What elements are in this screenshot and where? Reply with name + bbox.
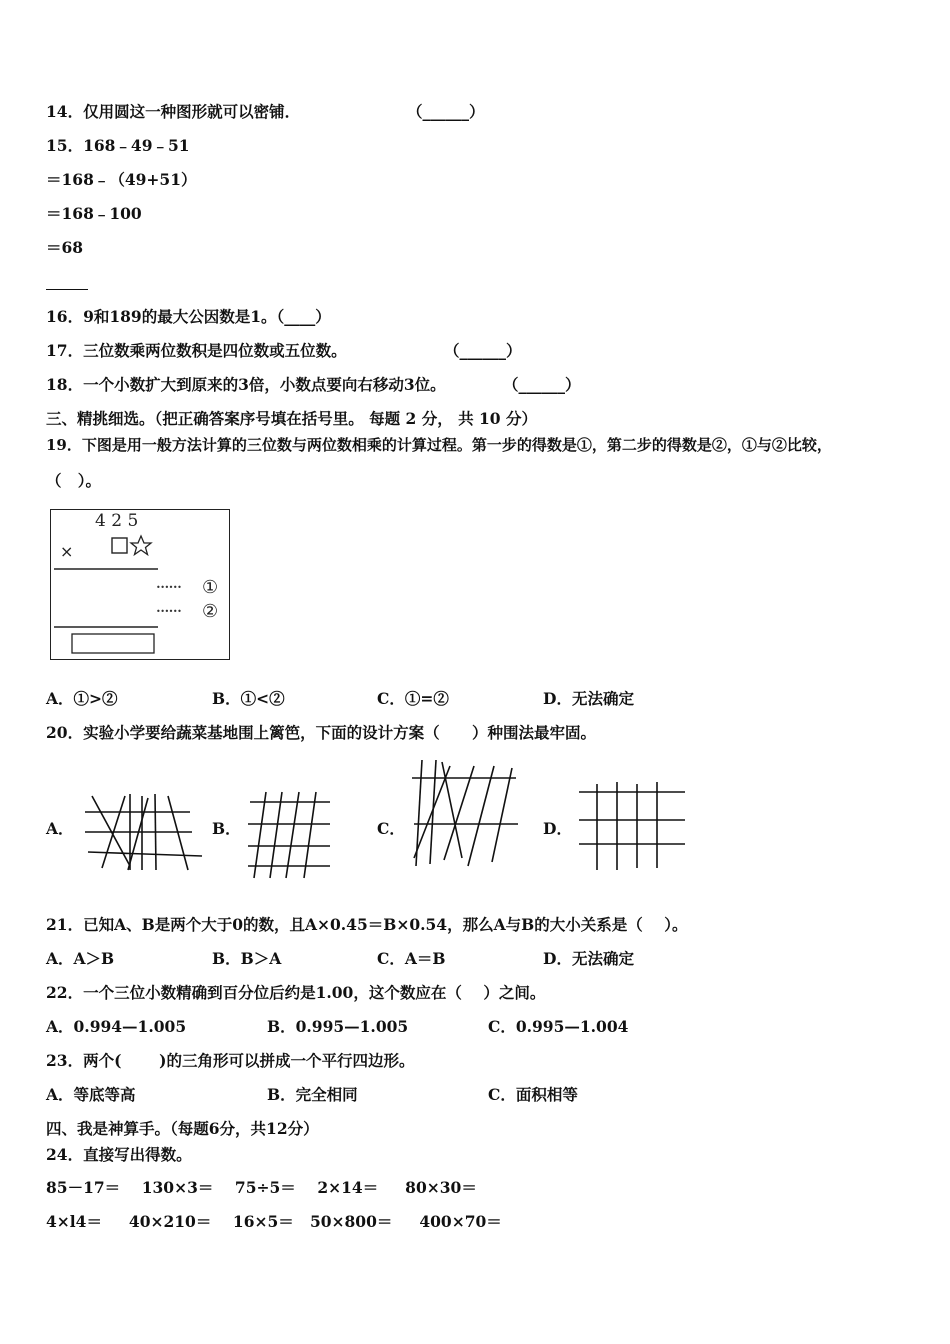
q15-line-2: ＝168﹣（49+51）	[46, 170, 197, 189]
q20-text: 20．实验小学要给蔬菜基地围上篱笆，下面的设计方案（ ）种围法最牢固。	[46, 723, 596, 742]
q18-text: 18．一个小数扩大到原来的3倍，小数点要向右移动3位。	[46, 375, 446, 394]
q24-text: 24．直接写出得数。	[46, 1145, 192, 1164]
q21-option-a[interactable]: A．A＞B	[46, 949, 115, 968]
q23-option-c[interactable]: C．面积相等	[488, 1085, 578, 1104]
q21-option-c[interactable]: C．A＝B	[377, 949, 446, 968]
q22-option-b[interactable]: B．0.995—1.005	[267, 1017, 409, 1036]
q23-option-a[interactable]: A．等底等高	[46, 1085, 136, 1104]
q16-text: 16．9和189的最大公因数是1。（____）	[46, 307, 331, 326]
q21-text: 21．已知A、B是两个大于0的数，且A×0.45＝B×0.54，那么A与B的大小关系是（ ）。	[46, 915, 688, 934]
q24-row-2: 4×l4＝ 40×210＝ 16×5＝ 50×800＝ 400×70＝	[46, 1212, 502, 1231]
q20-fence-c[interactable]	[408, 758, 523, 870]
q22-option-c[interactable]: C．0.995—1.004	[488, 1017, 629, 1036]
q19-mark-2: ②	[202, 601, 219, 622]
q19-text-line-2: （ ）。	[46, 471, 101, 490]
q15-line-3: ＝168﹣100	[46, 204, 142, 223]
q19-option-b[interactable]: B．①<②	[212, 689, 285, 708]
q19-times-sign: ×	[60, 542, 74, 561]
q19-dots-2: ••••••	[156, 607, 182, 616]
q19-text-line-1: 19．下图是用一般方法计算的三位数与两位数相乘的计算过程。第一步的得数是①，第二步的得数是②，①与②比较，	[46, 436, 832, 454]
q15-line-4: ＝68	[46, 238, 84, 257]
q19-square-digit	[112, 538, 127, 553]
q19-option-c[interactable]: C．①=②	[377, 689, 449, 708]
q23-text: 23．两个( )的三角形可以拼成一个平行四边形。	[46, 1051, 415, 1070]
q20-option-c[interactable]: C．	[377, 819, 405, 838]
q21-option-d[interactable]: D．无法确定	[543, 949, 634, 968]
section-4-title: 四、我是神算手。（每题6分，共12分）	[46, 1119, 319, 1138]
q15-answer-line[interactable]	[46, 289, 88, 290]
q19-multiplicand: 4 2 5	[95, 511, 139, 531]
q20-option-b[interactable]: B．	[212, 819, 241, 838]
q19-option-a[interactable]: A．①>②	[46, 689, 118, 708]
q24-row-1: 85－17＝ 130×3＝ 75÷5＝ 2×14＝ 80×30＝	[46, 1178, 477, 1197]
q20-fence-b[interactable]	[244, 788, 334, 880]
q22-text: 22．一个三位小数精确到百分位后约是1.00，这个数应在（ ）之间。	[46, 983, 546, 1002]
q19-figure	[50, 509, 230, 661]
q19-dots-1: ••••••	[156, 583, 182, 592]
q21-option-b[interactable]: B．B＞A	[212, 949, 282, 968]
section-3-title: 三、精挑细选。（把正确答案序号填在括号里。 每题 2 分， 共 10 分）	[46, 409, 537, 428]
q18-answer-blank[interactable]: （______）	[503, 375, 581, 394]
q20-option-d[interactable]: D．	[543, 819, 572, 838]
q14-statement: 14．仅用圆这一种图形就可以密铺．	[46, 102, 301, 121]
q23-option-b[interactable]: B．完全相同	[267, 1085, 358, 1104]
q20-fence-d[interactable]	[575, 778, 690, 873]
q17-answer-blank[interactable]: （______）	[444, 341, 522, 360]
q15-line-1: 15．168﹣49﹣51	[46, 136, 190, 155]
q19-option-d[interactable]: D．无法确定	[543, 689, 634, 708]
q17-text: 17．三位数乘两位数积是四位数或五位数。	[46, 341, 347, 360]
q14-text	[46, 102, 300, 122]
q22-option-a[interactable]: A．0.994—1.005	[46, 1017, 187, 1036]
q19-mark-1: ①	[202, 577, 219, 598]
q19-result-box	[72, 634, 154, 653]
q20-fence-a[interactable]	[80, 790, 205, 875]
star-icon	[131, 536, 151, 555]
q20-option-a[interactable]: A．	[46, 819, 74, 838]
q14-answer-blank[interactable]: （______）	[407, 102, 485, 121]
